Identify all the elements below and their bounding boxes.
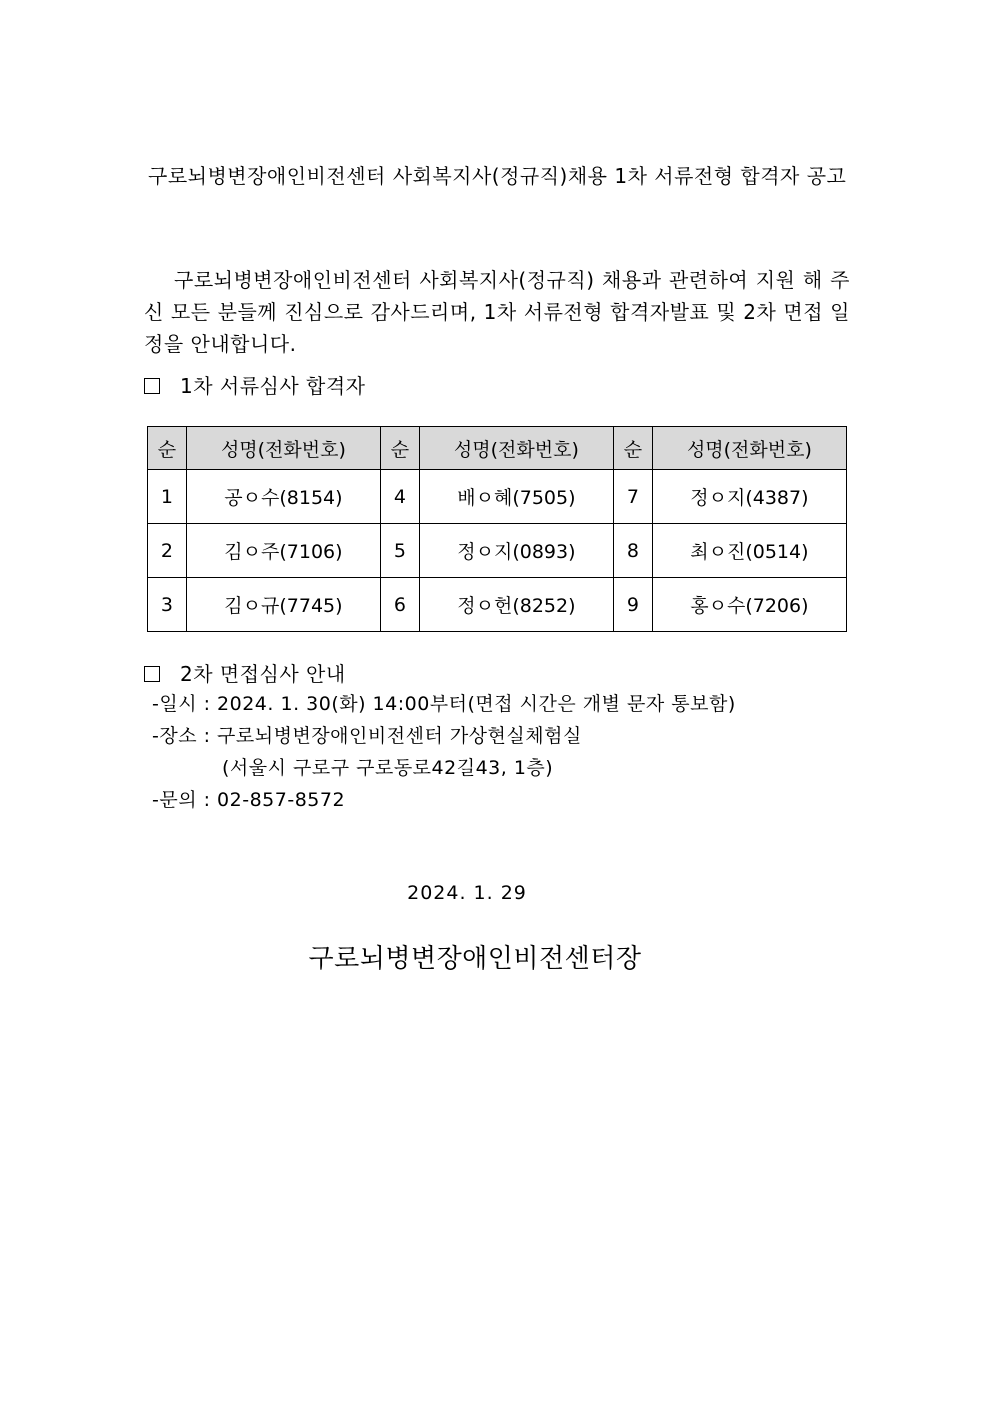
notice-date: 2024. 1. 29 (407, 882, 527, 904)
section2-heading (144, 658, 346, 687)
table-header-row (148, 427, 847, 470)
section1-heading (144, 370, 366, 399)
table-cell: 3 (148, 578, 187, 632)
table-cell: 9 (613, 578, 652, 632)
table-cell: 김ㅇ규(7745) (186, 578, 380, 632)
results-table (147, 426, 847, 632)
table-cell: 정ㅇ지(0893) (419, 524, 613, 578)
table-row (148, 470, 847, 524)
signature: 구로뇌병변장애인비전센터장 (308, 944, 642, 974)
header-no-1: 순 (148, 427, 187, 470)
interview-schedule: -일시 : 2024. 1. 30(화) 14:00부터(면접 시간은 개별 문자 통보함) (152, 693, 736, 715)
table-cell: 1 (148, 470, 187, 524)
notice-title: 구로뇌병변장애인비전센터 사회복지사(정규직)채용 1차 서류전형 합격자 공고 (148, 164, 847, 188)
interview-contact: -문의 : 02-857-8572 (152, 789, 346, 811)
table-cell: 6 (380, 578, 419, 632)
header-name-3: 성명(전화번호) (652, 427, 846, 470)
header-no-2: 순 (380, 427, 419, 470)
section1-heading-text: 1차 서류심사 합격자 (180, 374, 366, 398)
section2-heading-text: 2차 면접심사 안내 (180, 662, 346, 686)
table-cell: 2 (148, 524, 187, 578)
table-row (148, 578, 847, 632)
table-cell: 홍ㅇ수(7206) (652, 578, 846, 632)
table-row (148, 524, 847, 578)
square-bullet-icon (144, 378, 160, 394)
table-cell: 4 (380, 470, 419, 524)
interview-details (152, 688, 736, 816)
table-cell: 7 (613, 470, 652, 524)
table-cell: 공ㅇ수(8154) (186, 470, 380, 524)
table-cell: 8 (613, 524, 652, 578)
intro-paragraph: 구로뇌병변장애인비전센터 사회복지사(정규직) 채용과 관련하여 지원 해 주신 모든 분들께 진심으로 감사드리며, 1차 서류전형 합격자발표 및 2차 면접 일정을 안내합니다. (144, 268, 850, 356)
interview-address: (서울시 구로구 구로동로42길43, 1층) (222, 757, 554, 779)
table-cell: 배ㅇ혜(7505) (419, 470, 613, 524)
interview-place: -장소 : 구로뇌병변장애인비전센터 가상현실체험실 (152, 725, 582, 747)
table-cell: 정ㅇ지(4387) (652, 470, 846, 524)
header-name-2: 성명(전화번호) (419, 427, 613, 470)
table-cell: 최ㅇ진(0514) (652, 524, 846, 578)
table-cell: 김ㅇ주(7106) (186, 524, 380, 578)
table-cell: 5 (380, 524, 419, 578)
table-cell: 정ㅇ헌(8252) (419, 578, 613, 632)
header-name-1: 성명(전화번호) (186, 427, 380, 470)
square-bullet-icon (144, 666, 160, 682)
header-no-3: 순 (613, 427, 652, 470)
